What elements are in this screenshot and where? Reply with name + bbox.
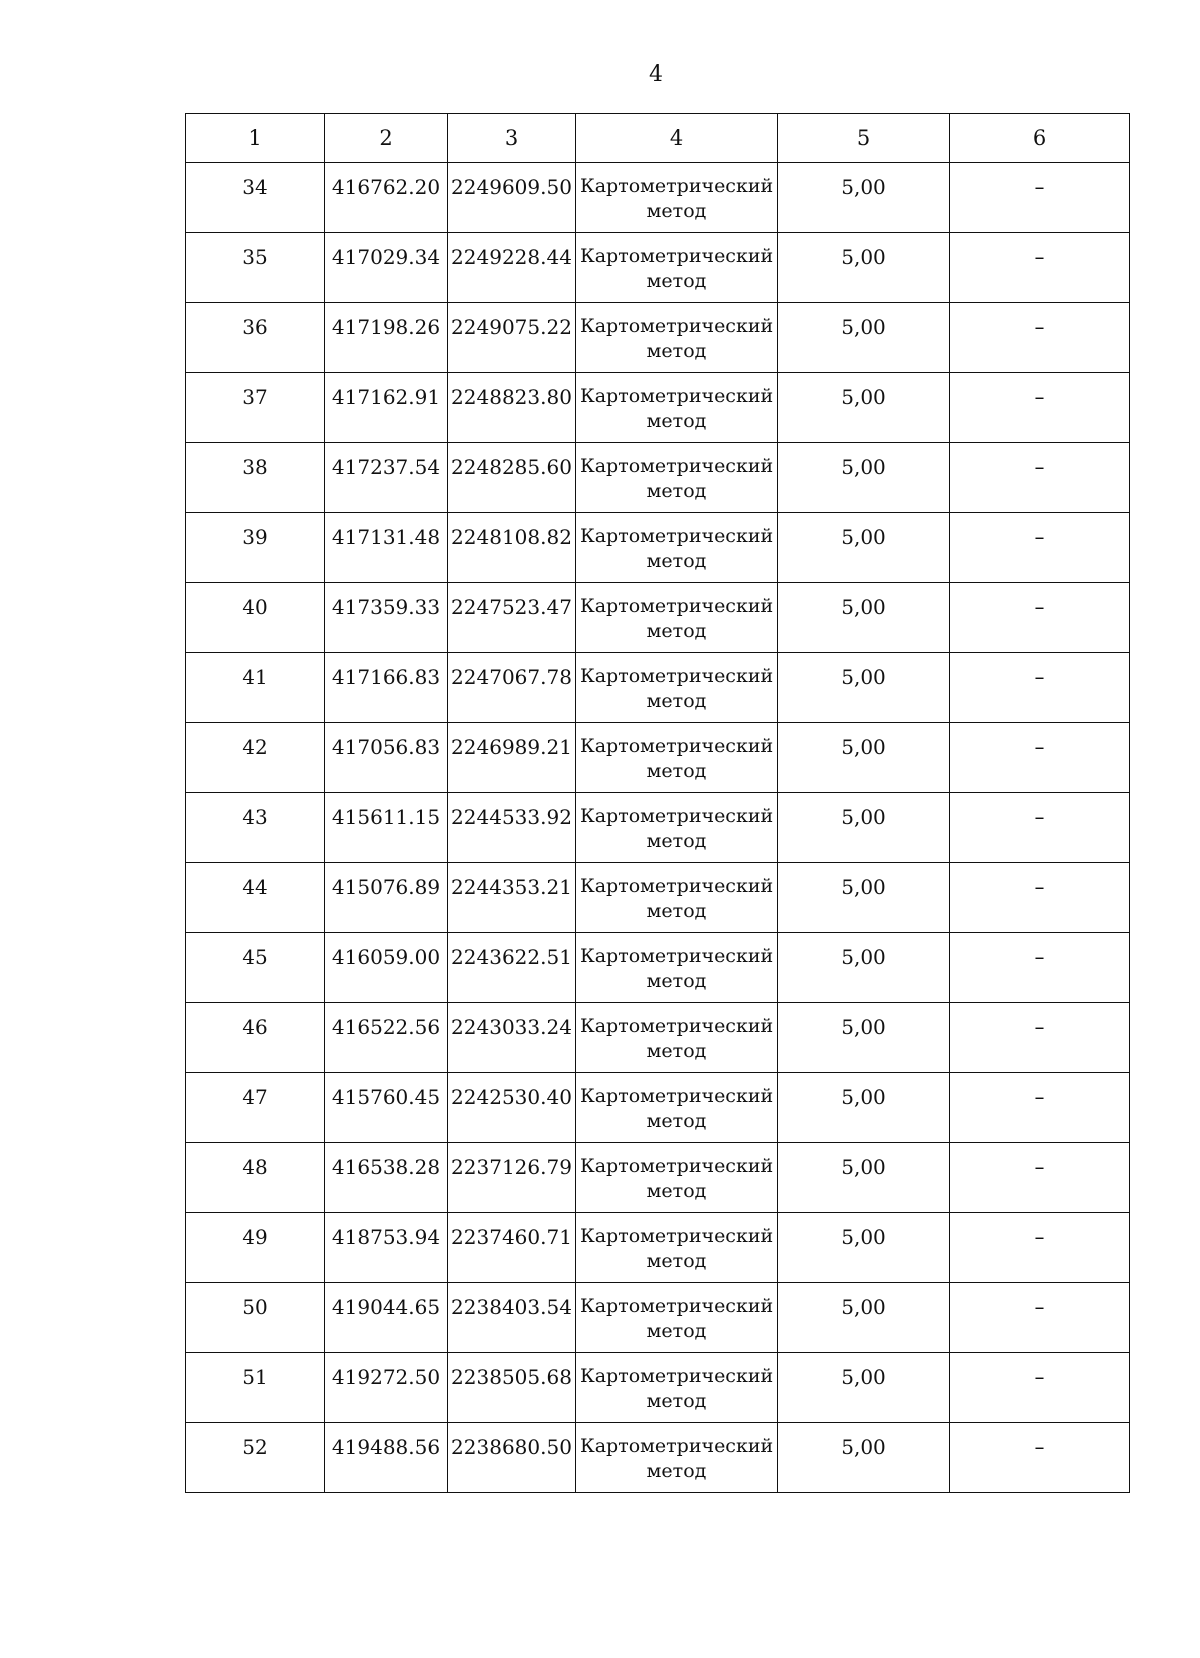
note-cell: – bbox=[950, 1423, 1130, 1493]
method-text-line2: метод bbox=[646, 620, 707, 642]
x-coordinate-cell: 415076.89 bbox=[325, 863, 448, 933]
table-row bbox=[186, 513, 1130, 583]
note-cell: – bbox=[950, 233, 1130, 303]
point-number-cell: 50 bbox=[186, 1283, 325, 1353]
method-text-line1: Картометрический bbox=[580, 175, 774, 197]
method-text-line2: метод bbox=[646, 970, 707, 992]
method-cell bbox=[576, 723, 778, 793]
accuracy-cell: 5,00 bbox=[778, 723, 950, 793]
method-cell bbox=[576, 1003, 778, 1073]
point-number-cell: 45 bbox=[186, 933, 325, 1003]
method-cell bbox=[576, 1423, 778, 1493]
y-coordinate-cell: 2249075.22 bbox=[448, 303, 576, 373]
point-number-cell: 49 bbox=[186, 1213, 325, 1283]
accuracy-cell: 5,00 bbox=[778, 303, 950, 373]
point-number-cell: 38 bbox=[186, 443, 325, 513]
point-number-cell: 52 bbox=[186, 1423, 325, 1493]
method-cell bbox=[576, 163, 778, 233]
note-cell: – bbox=[950, 1353, 1130, 1423]
x-coordinate-cell: 416538.28 bbox=[325, 1143, 448, 1213]
note-cell: – bbox=[950, 303, 1130, 373]
method-cell bbox=[576, 793, 778, 863]
method-text-line1: Картометрический bbox=[580, 1155, 774, 1177]
header-cell-2: 2 bbox=[325, 114, 448, 163]
method-text-line2: метод bbox=[646, 410, 707, 432]
method-text-line2: метод bbox=[646, 550, 707, 572]
method-text-line1: Картометрический bbox=[580, 525, 774, 547]
method-text-line1: Картометрический bbox=[580, 805, 774, 827]
x-coordinate-cell: 416059.00 bbox=[325, 933, 448, 1003]
y-coordinate-cell: 2238505.68 bbox=[448, 1353, 576, 1423]
x-coordinate-cell: 417131.48 bbox=[325, 513, 448, 583]
point-number-cell: 39 bbox=[186, 513, 325, 583]
method-text-line1: Картометрический bbox=[580, 1435, 774, 1457]
accuracy-cell: 5,00 bbox=[778, 1143, 950, 1213]
point-number-cell: 44 bbox=[186, 863, 325, 933]
x-coordinate-cell: 417166.83 bbox=[325, 653, 448, 723]
note-cell: – bbox=[950, 513, 1130, 583]
table-row bbox=[186, 233, 1130, 303]
method-text-line2: метод bbox=[646, 340, 707, 362]
y-coordinate-cell: 2247067.78 bbox=[448, 653, 576, 723]
x-coordinate-cell: 417056.83 bbox=[325, 723, 448, 793]
point-number-cell: 48 bbox=[186, 1143, 325, 1213]
accuracy-cell: 5,00 bbox=[778, 443, 950, 513]
method-text-line2: метод bbox=[646, 270, 707, 292]
accuracy-cell: 5,00 bbox=[778, 1423, 950, 1493]
x-coordinate-cell: 415611.15 bbox=[325, 793, 448, 863]
method-text-line2: метод bbox=[646, 760, 707, 782]
table-row bbox=[186, 583, 1130, 653]
note-cell: – bbox=[950, 163, 1130, 233]
table-body bbox=[186, 163, 1130, 1493]
method-text-line1: Картометрический bbox=[580, 1015, 774, 1037]
method-text-line1: Картометрический bbox=[580, 945, 774, 967]
method-text-line1: Картометрический bbox=[580, 595, 774, 617]
y-coordinate-cell: 2244533.92 bbox=[448, 793, 576, 863]
method-text-line1: Картометрический bbox=[580, 1365, 774, 1387]
note-cell: – bbox=[950, 1143, 1130, 1213]
method-text-line2: метод bbox=[646, 1040, 707, 1062]
method-cell bbox=[576, 1283, 778, 1353]
table-row bbox=[186, 1213, 1130, 1283]
method-cell bbox=[576, 653, 778, 723]
point-number-cell: 46 bbox=[186, 1003, 325, 1073]
point-number-cell: 43 bbox=[186, 793, 325, 863]
note-cell: – bbox=[950, 653, 1130, 723]
point-number-cell: 47 bbox=[186, 1073, 325, 1143]
method-text-line1: Картометрический bbox=[580, 455, 774, 477]
point-number-cell: 40 bbox=[186, 583, 325, 653]
method-text-line1: Картометрический bbox=[580, 1085, 774, 1107]
y-coordinate-cell: 2237126.79 bbox=[448, 1143, 576, 1213]
accuracy-cell: 5,00 bbox=[778, 933, 950, 1003]
x-coordinate-cell: 417359.33 bbox=[325, 583, 448, 653]
note-cell: – bbox=[950, 793, 1130, 863]
method-cell bbox=[576, 443, 778, 513]
x-coordinate-cell: 419044.65 bbox=[325, 1283, 448, 1353]
method-text-line1: Картометрический bbox=[580, 665, 774, 687]
y-coordinate-cell: 2249609.50 bbox=[448, 163, 576, 233]
point-number-cell: 42 bbox=[186, 723, 325, 793]
table-row bbox=[186, 1003, 1130, 1073]
table-row bbox=[186, 1283, 1130, 1353]
y-coordinate-cell: 2242530.40 bbox=[448, 1073, 576, 1143]
header-cell-4: 4 bbox=[576, 114, 778, 163]
method-text-line2: метод bbox=[646, 200, 707, 222]
method-text-line2: метод bbox=[646, 480, 707, 502]
x-coordinate-cell: 417237.54 bbox=[325, 443, 448, 513]
x-coordinate-cell: 416762.20 bbox=[325, 163, 448, 233]
method-text-line2: метод bbox=[646, 1390, 707, 1412]
method-cell bbox=[576, 933, 778, 1003]
y-coordinate-cell: 2243033.24 bbox=[448, 1003, 576, 1073]
point-number-cell: 41 bbox=[186, 653, 325, 723]
header-cell-3: 3 bbox=[448, 114, 576, 163]
page-number: 4 bbox=[649, 62, 663, 87]
method-text-line2: метод bbox=[646, 1180, 707, 1202]
table-row bbox=[186, 793, 1130, 863]
accuracy-cell: 5,00 bbox=[778, 513, 950, 583]
method-cell bbox=[576, 1353, 778, 1423]
note-cell: – bbox=[950, 1213, 1130, 1283]
header-cell-6: 6 bbox=[950, 114, 1130, 163]
y-coordinate-cell: 2244353.21 bbox=[448, 863, 576, 933]
accuracy-cell: 5,00 bbox=[778, 233, 950, 303]
table-row bbox=[186, 1143, 1130, 1213]
method-text-line2: метод bbox=[646, 690, 707, 712]
point-number-cell: 34 bbox=[186, 163, 325, 233]
header-row bbox=[186, 114, 1130, 163]
accuracy-cell: 5,00 bbox=[778, 1283, 950, 1353]
accuracy-cell: 5,00 bbox=[778, 163, 950, 233]
method-text-line2: метод bbox=[646, 1110, 707, 1132]
y-coordinate-cell: 2238680.50 bbox=[448, 1423, 576, 1493]
method-cell bbox=[576, 373, 778, 443]
method-text-line2: метод bbox=[646, 830, 707, 852]
accuracy-cell: 5,00 bbox=[778, 1003, 950, 1073]
table-row bbox=[186, 1423, 1130, 1493]
method-text-line2: метод bbox=[646, 900, 707, 922]
y-coordinate-cell: 2247523.47 bbox=[448, 583, 576, 653]
y-coordinate-cell: 2248285.60 bbox=[448, 443, 576, 513]
table-row bbox=[186, 163, 1130, 233]
y-coordinate-cell: 2246989.21 bbox=[448, 723, 576, 793]
note-cell: – bbox=[950, 1283, 1130, 1353]
table-row bbox=[186, 1353, 1130, 1423]
method-text-line1: Картометрический bbox=[580, 875, 774, 897]
table-row bbox=[186, 863, 1130, 933]
y-coordinate-cell: 2248823.80 bbox=[448, 373, 576, 443]
method-text-line1: Картометрический bbox=[580, 385, 774, 407]
method-cell bbox=[576, 863, 778, 933]
table-row bbox=[186, 933, 1130, 1003]
method-cell bbox=[576, 233, 778, 303]
method-text-line2: метод bbox=[646, 1320, 707, 1342]
accuracy-cell: 5,00 bbox=[778, 1213, 950, 1283]
coordinates-table bbox=[185, 113, 1130, 1493]
point-number-cell: 37 bbox=[186, 373, 325, 443]
table-row bbox=[186, 1073, 1130, 1143]
note-cell: – bbox=[950, 933, 1130, 1003]
method-text-line1: Картометрический bbox=[580, 1225, 774, 1247]
x-coordinate-cell: 419272.50 bbox=[325, 1353, 448, 1423]
point-number-cell: 51 bbox=[186, 1353, 325, 1423]
method-text-line1: Картометрический bbox=[580, 315, 774, 337]
accuracy-cell: 5,00 bbox=[778, 583, 950, 653]
method-text-line2: метод bbox=[646, 1250, 707, 1272]
note-cell: – bbox=[950, 1073, 1130, 1143]
point-number-cell: 36 bbox=[186, 303, 325, 373]
y-coordinate-cell: 2243622.51 bbox=[448, 933, 576, 1003]
point-number-cell: 35 bbox=[186, 233, 325, 303]
note-cell: – bbox=[950, 583, 1130, 653]
y-coordinate-cell: 2237460.71 bbox=[448, 1213, 576, 1283]
x-coordinate-cell: 417162.91 bbox=[325, 373, 448, 443]
table-row bbox=[186, 653, 1130, 723]
header-cell-1: 1 bbox=[186, 114, 325, 163]
x-coordinate-cell: 415760.45 bbox=[325, 1073, 448, 1143]
table-header bbox=[186, 114, 1130, 163]
method-cell bbox=[576, 1143, 778, 1213]
method-cell bbox=[576, 303, 778, 373]
x-coordinate-cell: 418753.94 bbox=[325, 1213, 448, 1283]
note-cell: – bbox=[950, 723, 1130, 793]
x-coordinate-cell: 419488.56 bbox=[325, 1423, 448, 1493]
table-row bbox=[186, 723, 1130, 793]
method-cell bbox=[576, 1213, 778, 1283]
method-text-line1: Картометрический bbox=[580, 735, 774, 757]
accuracy-cell: 5,00 bbox=[778, 373, 950, 443]
accuracy-cell: 5,00 bbox=[778, 793, 950, 863]
method-cell bbox=[576, 513, 778, 583]
y-coordinate-cell: 2238403.54 bbox=[448, 1283, 576, 1353]
note-cell: – bbox=[950, 373, 1130, 443]
y-coordinate-cell: 2248108.82 bbox=[448, 513, 576, 583]
table-row bbox=[186, 373, 1130, 443]
method-cell bbox=[576, 583, 778, 653]
note-cell: – bbox=[950, 1003, 1130, 1073]
x-coordinate-cell: 417198.26 bbox=[325, 303, 448, 373]
accuracy-cell: 5,00 bbox=[778, 653, 950, 723]
coordinates-table-container bbox=[185, 113, 1129, 1493]
accuracy-cell: 5,00 bbox=[778, 1353, 950, 1423]
accuracy-cell: 5,00 bbox=[778, 1073, 950, 1143]
header-cell-5: 5 bbox=[778, 114, 950, 163]
table-row bbox=[186, 303, 1130, 373]
accuracy-cell: 5,00 bbox=[778, 863, 950, 933]
x-coordinate-cell: 416522.56 bbox=[325, 1003, 448, 1073]
table-row bbox=[186, 443, 1130, 513]
x-coordinate-cell: 417029.34 bbox=[325, 233, 448, 303]
method-text-line1: Картометрический bbox=[580, 1295, 774, 1317]
method-text-line2: метод bbox=[646, 1460, 707, 1482]
method-cell bbox=[576, 1073, 778, 1143]
method-text-line1: Картометрический bbox=[580, 245, 774, 267]
y-coordinate-cell: 2249228.44 bbox=[448, 233, 576, 303]
note-cell: – bbox=[950, 863, 1130, 933]
note-cell: – bbox=[950, 443, 1130, 513]
